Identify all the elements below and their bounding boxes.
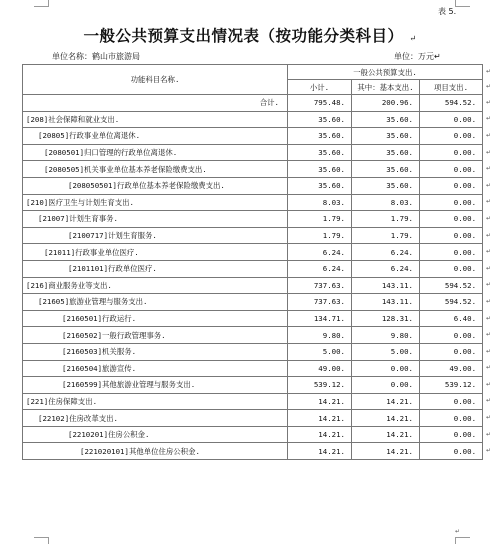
cell-function-name: [2160503]机关服务. xyxy=(23,343,288,360)
cell-subtotal: 6.24. xyxy=(288,260,352,277)
cell-subtotal: 35.60. xyxy=(288,177,352,194)
table-header-row xyxy=(23,65,483,80)
cell-basic-expenditure: 143.11. xyxy=(352,277,420,294)
cell-project-expenditure: 0.00. xyxy=(420,343,483,360)
table-body xyxy=(23,95,483,460)
row-end-mark: ↵ xyxy=(486,165,492,173)
cell-project-expenditure: 0.00. xyxy=(420,244,483,261)
crop-mark-top-left xyxy=(34,0,49,7)
row-end-mark: ↵ xyxy=(486,314,492,322)
row-end-mark: ↵ xyxy=(486,414,492,422)
table-row xyxy=(23,194,483,211)
table-row xyxy=(23,128,483,145)
cell-subtotal: 14.21. xyxy=(288,426,352,443)
cell-function-name: [208]社会保障和就业支出. xyxy=(23,111,288,128)
cell-basic-expenditure: 35.60. xyxy=(352,128,420,145)
cell-subtotal: 14.21. xyxy=(288,410,352,427)
cell-function-name: [2160502]一般行政管理事务. xyxy=(23,327,288,344)
table-row xyxy=(23,161,483,178)
header-basic-cell: 其中：基本支出. xyxy=(352,80,420,95)
header-project-cell: 项目支出. xyxy=(420,80,483,95)
cell-function-name: [2210201]住房公积金. xyxy=(23,426,288,443)
cell-subtotal: 35.60. xyxy=(288,111,352,128)
cell-subtotal: 1.79. xyxy=(288,227,352,244)
cell-subtotal: 737.63. xyxy=(288,294,352,311)
cell-basic-expenditure: 35.60. xyxy=(352,144,420,161)
document-end-mark: ↵ xyxy=(455,528,461,535)
cell-function-name: [2160501]行政运行. xyxy=(23,310,288,327)
cell-basic-expenditure: 5.00. xyxy=(352,343,420,360)
row-end-mark: ↵ xyxy=(486,131,492,139)
cell-basic-expenditure: 14.21. xyxy=(352,393,420,410)
row-end-mark: ↵ xyxy=(486,264,492,272)
cell-basic-expenditure: 0.00. xyxy=(352,377,420,394)
cell-function-name: [2160504]旅游宣传. xyxy=(23,360,288,377)
cell-basic-expenditure: 35.60. xyxy=(352,111,420,128)
cell-function-name: 合计. xyxy=(23,95,288,112)
header-name-cell: 功能科目名称. xyxy=(23,65,288,95)
cell-basic-expenditure: 1.79. xyxy=(352,211,420,228)
row-end-mark: ↵ xyxy=(486,198,492,206)
table-row xyxy=(23,277,483,294)
cell-subtotal: 134.71. xyxy=(288,310,352,327)
cell-subtotal: 539.12. xyxy=(288,377,352,394)
cell-function-name: [20805]行政事业单位离退休. xyxy=(23,128,288,145)
cell-subtotal: 795.48. xyxy=(288,95,352,112)
cell-project-expenditure: 0.00. xyxy=(420,393,483,410)
table-row xyxy=(23,327,483,344)
row-end-mark: ↵ xyxy=(486,447,492,455)
cell-project-expenditure: 0.00. xyxy=(420,111,483,128)
cell-basic-expenditure: 8.03. xyxy=(352,194,420,211)
cell-function-name: [22102]住房改革支出. xyxy=(23,410,288,427)
unit-name-label: 单位名称：鹤山市旅游局 xyxy=(52,52,140,61)
cell-project-expenditure: 0.00. xyxy=(420,144,483,161)
table-row xyxy=(23,443,483,460)
cell-subtotal: 14.21. xyxy=(288,443,352,460)
cell-project-expenditure: 594.52. xyxy=(420,294,483,311)
table-number: 表 5. xyxy=(438,7,457,16)
cell-subtotal: 737.63. xyxy=(288,277,352,294)
cell-function-name: [21605]旅游业管理与服务支出. xyxy=(23,294,288,311)
cell-basic-expenditure: 1.79. xyxy=(352,227,420,244)
cell-project-expenditure: 0.00. xyxy=(420,211,483,228)
cell-function-name: [208050501]行政单位基本养老保险缴费支出. xyxy=(23,177,288,194)
title-text: 一般公共预算支出情况表（按功能分类科目） xyxy=(83,26,404,45)
cell-project-expenditure: 0.00. xyxy=(420,161,483,178)
cell-basic-expenditure: 6.24. xyxy=(352,244,420,261)
cell-basic-expenditure: 14.21. xyxy=(352,410,420,427)
cell-function-name: [21011]行政事业单位医疗. xyxy=(23,244,288,261)
row-end-mark: ↵ xyxy=(486,98,492,106)
cell-basic-expenditure: 0.00. xyxy=(352,360,420,377)
cell-subtotal: 5.00. xyxy=(288,343,352,360)
cell-basic-expenditure: 9.80. xyxy=(352,327,420,344)
cell-subtotal: 35.60. xyxy=(288,128,352,145)
table-row xyxy=(23,95,483,112)
table-row xyxy=(23,393,483,410)
cell-project-expenditure: 0.00. xyxy=(420,227,483,244)
cell-project-expenditure: 0.00. xyxy=(420,426,483,443)
table-row xyxy=(23,260,483,277)
cell-subtotal: 35.60. xyxy=(288,161,352,178)
row-end-mark: ↵ xyxy=(486,231,492,239)
cell-function-name: [2100717]计划生育服务. xyxy=(23,227,288,244)
table-row xyxy=(23,111,483,128)
document-title xyxy=(0,24,500,46)
cell-basic-expenditure: 14.21. xyxy=(352,426,420,443)
cell-function-name: [2101101]行政单位医疗. xyxy=(23,260,288,277)
table-row xyxy=(23,144,483,161)
cell-project-expenditure: 6.40. xyxy=(420,310,483,327)
row-end-mark: ↵ xyxy=(486,430,492,438)
cell-project-expenditure: 0.00. xyxy=(420,327,483,344)
cell-basic-expenditure: 35.60. xyxy=(352,161,420,178)
table-row xyxy=(23,294,483,311)
table-row xyxy=(23,177,483,194)
cell-subtotal: 8.03. xyxy=(288,194,352,211)
cell-basic-expenditure: 14.21. xyxy=(352,443,420,460)
cell-basic-expenditure: 35.60. xyxy=(352,177,420,194)
paragraph-mark: ↵ xyxy=(409,34,417,43)
cell-subtotal: 49.00. xyxy=(288,360,352,377)
cell-function-name: [210]医疗卫生与计划生育支出. xyxy=(23,194,288,211)
cell-project-expenditure: 0.00. xyxy=(420,194,483,211)
cell-project-expenditure: 594.52. xyxy=(420,95,483,112)
row-end-mark: ↵ xyxy=(486,181,492,189)
table-row xyxy=(23,244,483,261)
cell-project-expenditure: 0.00. xyxy=(420,177,483,194)
cell-basic-expenditure: 200.96. xyxy=(352,95,420,112)
row-end-mark: ↵ xyxy=(486,397,492,405)
cell-project-expenditure: 539.12. xyxy=(420,377,483,394)
row-end-mark: ↵ xyxy=(486,281,492,289)
unit-label: 单位：万元↵ xyxy=(394,52,441,61)
cell-project-expenditure: 0.00. xyxy=(420,443,483,460)
cell-function-name: [2080505]机关事业单位基本养老保险缴费支出. xyxy=(23,161,288,178)
cell-function-name: [21007]计划生育事务. xyxy=(23,211,288,228)
cell-function-name: [2160599]其他旅游业管理与服务支出. xyxy=(23,377,288,394)
row-end-mark: ↵ xyxy=(486,115,492,123)
table-row xyxy=(23,426,483,443)
cell-project-expenditure: 0.00. xyxy=(420,128,483,145)
cell-subtotal: 35.60. xyxy=(288,144,352,161)
cell-subtotal: 9.80. xyxy=(288,327,352,344)
row-end-mark: ↵ xyxy=(486,297,492,305)
row-end-mark: ↵ xyxy=(486,248,492,256)
cell-subtotal: 6.24. xyxy=(288,244,352,261)
cell-function-name: [2080501]归口管理的行政单位离退休. xyxy=(23,144,288,161)
table-row xyxy=(23,377,483,394)
cell-function-name: [221020101]其他单位住房公积金. xyxy=(23,443,288,460)
cell-basic-expenditure: 143.11. xyxy=(352,294,420,311)
header-group-cell: 一般公共预算支出. xyxy=(288,65,483,80)
budget-table xyxy=(22,64,483,460)
row-end-mark: ↵ xyxy=(486,214,492,222)
row-end-mark: ↵ xyxy=(486,83,492,90)
row-end-mark: ↵ xyxy=(486,148,492,156)
cell-project-expenditure: 0.00. xyxy=(420,260,483,277)
row-end-mark: ↵ xyxy=(486,380,492,388)
table-row xyxy=(23,211,483,228)
cell-subtotal: 14.21. xyxy=(288,393,352,410)
cell-project-expenditure: 594.52. xyxy=(420,277,483,294)
cell-basic-expenditure: 128.31. xyxy=(352,310,420,327)
row-end-mark: ↵ xyxy=(486,347,492,355)
header-subtotal-cell: 小计. xyxy=(288,80,352,95)
cell-project-expenditure: 49.00. xyxy=(420,360,483,377)
table-row xyxy=(23,410,483,427)
row-end-mark: ↵ xyxy=(486,364,492,372)
table-row xyxy=(23,227,483,244)
table-row xyxy=(23,310,483,327)
cell-basic-expenditure: 6.24. xyxy=(352,260,420,277)
row-end-mark: ↵ xyxy=(486,331,492,339)
cell-function-name: [216]商业服务业等支出. xyxy=(23,277,288,294)
cell-project-expenditure: 0.00. xyxy=(420,410,483,427)
cell-function-name: [221]住房保障支出. xyxy=(23,393,288,410)
table-row xyxy=(23,360,483,377)
crop-mark-top-right xyxy=(455,0,470,7)
row-end-mark: ↵ xyxy=(486,68,492,75)
cell-subtotal: 1.79. xyxy=(288,211,352,228)
table-row xyxy=(23,343,483,360)
